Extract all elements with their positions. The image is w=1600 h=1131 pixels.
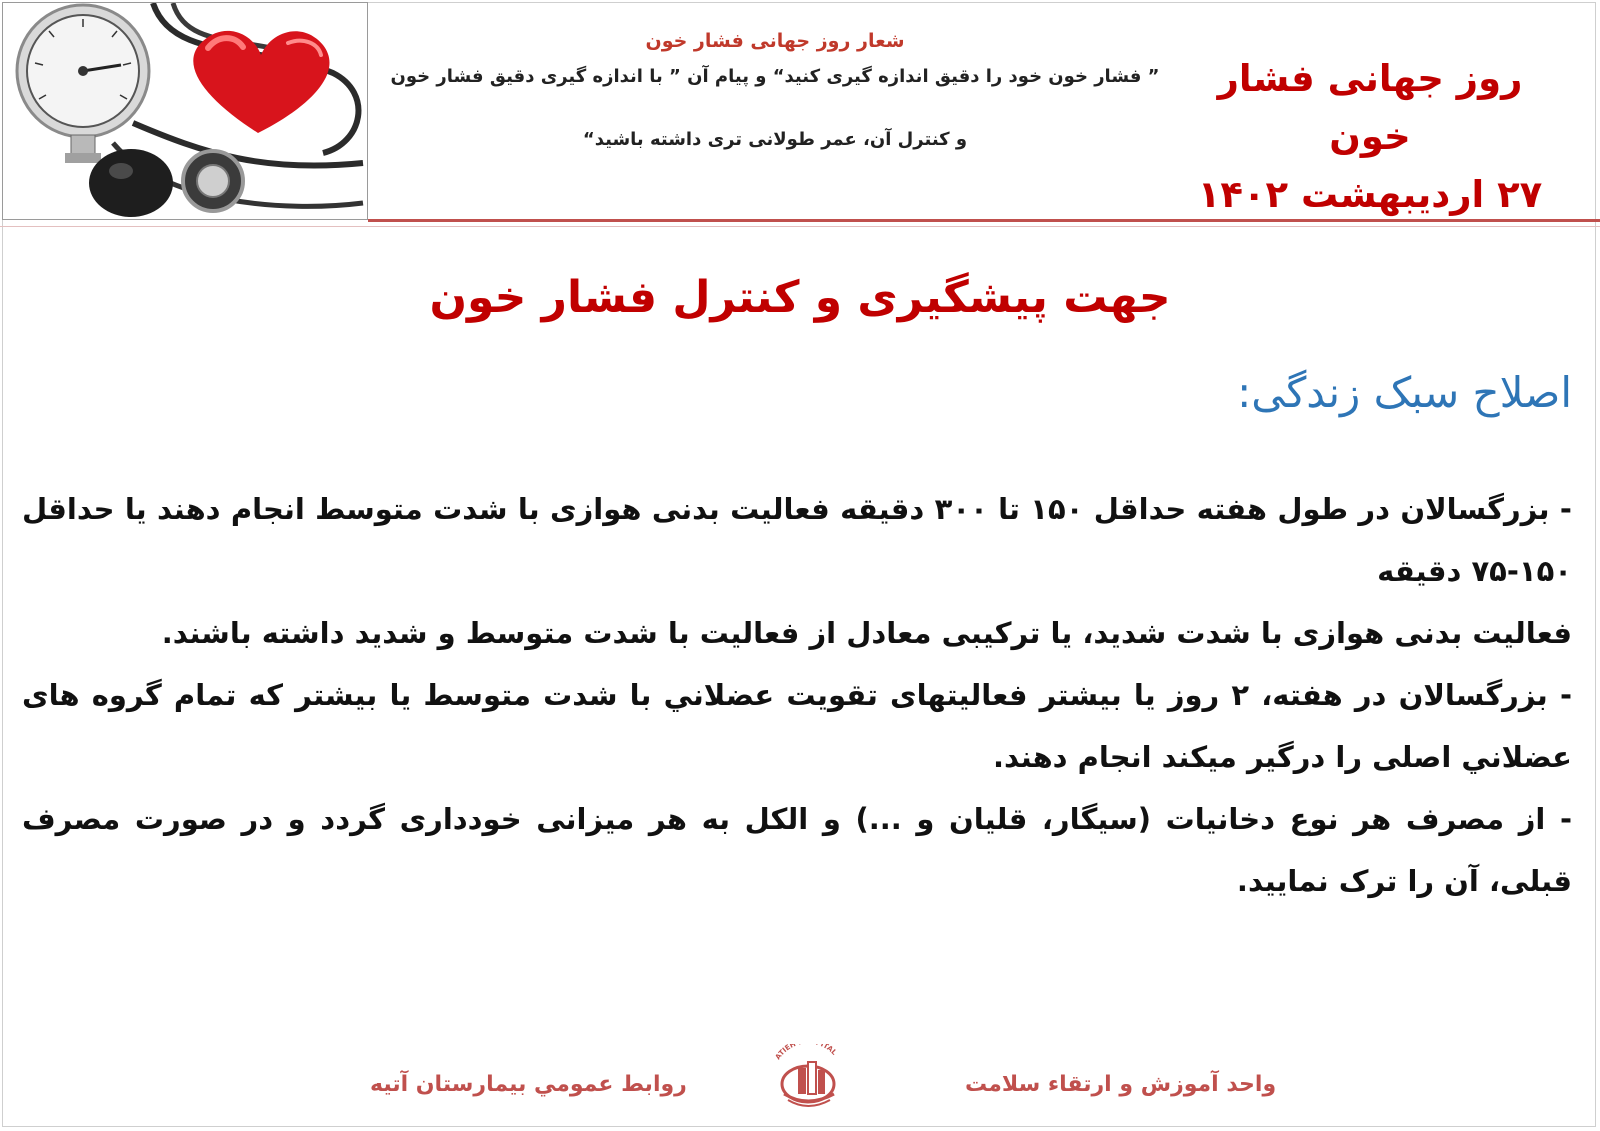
footer-public-relations: روابط عمومي بيمارستان آتیه xyxy=(370,1072,687,1097)
event-date: ۲۷ اردیبهشت ۱۴۰۲ xyxy=(1197,173,1543,216)
slogan-line-1: ” فشار خون خود را دقیق اندازه گیری کنید“ و پیام آن ” با اندازه گیری دقیق فشار خون xyxy=(390,66,1160,87)
event-block xyxy=(1190,50,1550,224)
paragraph-4: - از مصرف هر نوع دخانیات (سیگار، قلیان و ...) و الکل به هر میزانی خودداری گردد و در صورت مصرف قبلی، آن را ترک نمایید. xyxy=(22,802,1572,898)
slogan-title: شعار روز جهانی فشار خون xyxy=(645,30,905,52)
sphygmomanometer-illustration xyxy=(3,3,368,220)
hospital-logo-icon xyxy=(768,1044,848,1114)
section-heading: اصلاح سبک زندگی: xyxy=(1237,368,1572,417)
paragraph-2: فعالیت بدنی هوازی با شدت شدید، یا ترکیبی معادل از فعالیت با شدت متوسط و شدید داشته باشند. xyxy=(161,616,1572,650)
main-title: جهت پیشگیری و کنترل فشار خون xyxy=(429,272,1171,323)
content-body xyxy=(22,478,1572,912)
slogan-block xyxy=(375,30,1175,150)
footer-health-promotion-unit: واحد آموزش و ارتقاء سلامت xyxy=(965,1072,1277,1097)
paragraph-1: - بزرگسالان در طول هفته حداقل ۱۵۰ تا ۳۰۰ دقیقه فعالیت بدنی هوازی با شدت متوسط انجام دهند یا حداقل ۱۵۰-۷۵ دقیقه xyxy=(22,492,1572,588)
hospital-logo xyxy=(768,1044,848,1114)
header-divider-thin xyxy=(0,226,1600,227)
paragraph-3: - بزرگسالان در هفته، ۲ روز یا بیشتر فعالیتهای تقویت عضلاني با شدت متوسط یا بیشتر که تمام گروه های عضلاني اصلی را درگیر میکند انجام دهند. xyxy=(22,678,1572,774)
slogan-line-2: و کنترل آن، عمر طولانی تری داشته باشید“ xyxy=(582,129,968,150)
header xyxy=(0,0,1600,224)
blood-pressure-heart-image xyxy=(2,2,368,220)
event-title: روز جهانی فشار خون xyxy=(1217,57,1523,158)
svg-text:ATIEH HOSPITAL: ATIEH ITAL xyxy=(773,1044,839,1062)
header-divider xyxy=(368,219,1600,222)
